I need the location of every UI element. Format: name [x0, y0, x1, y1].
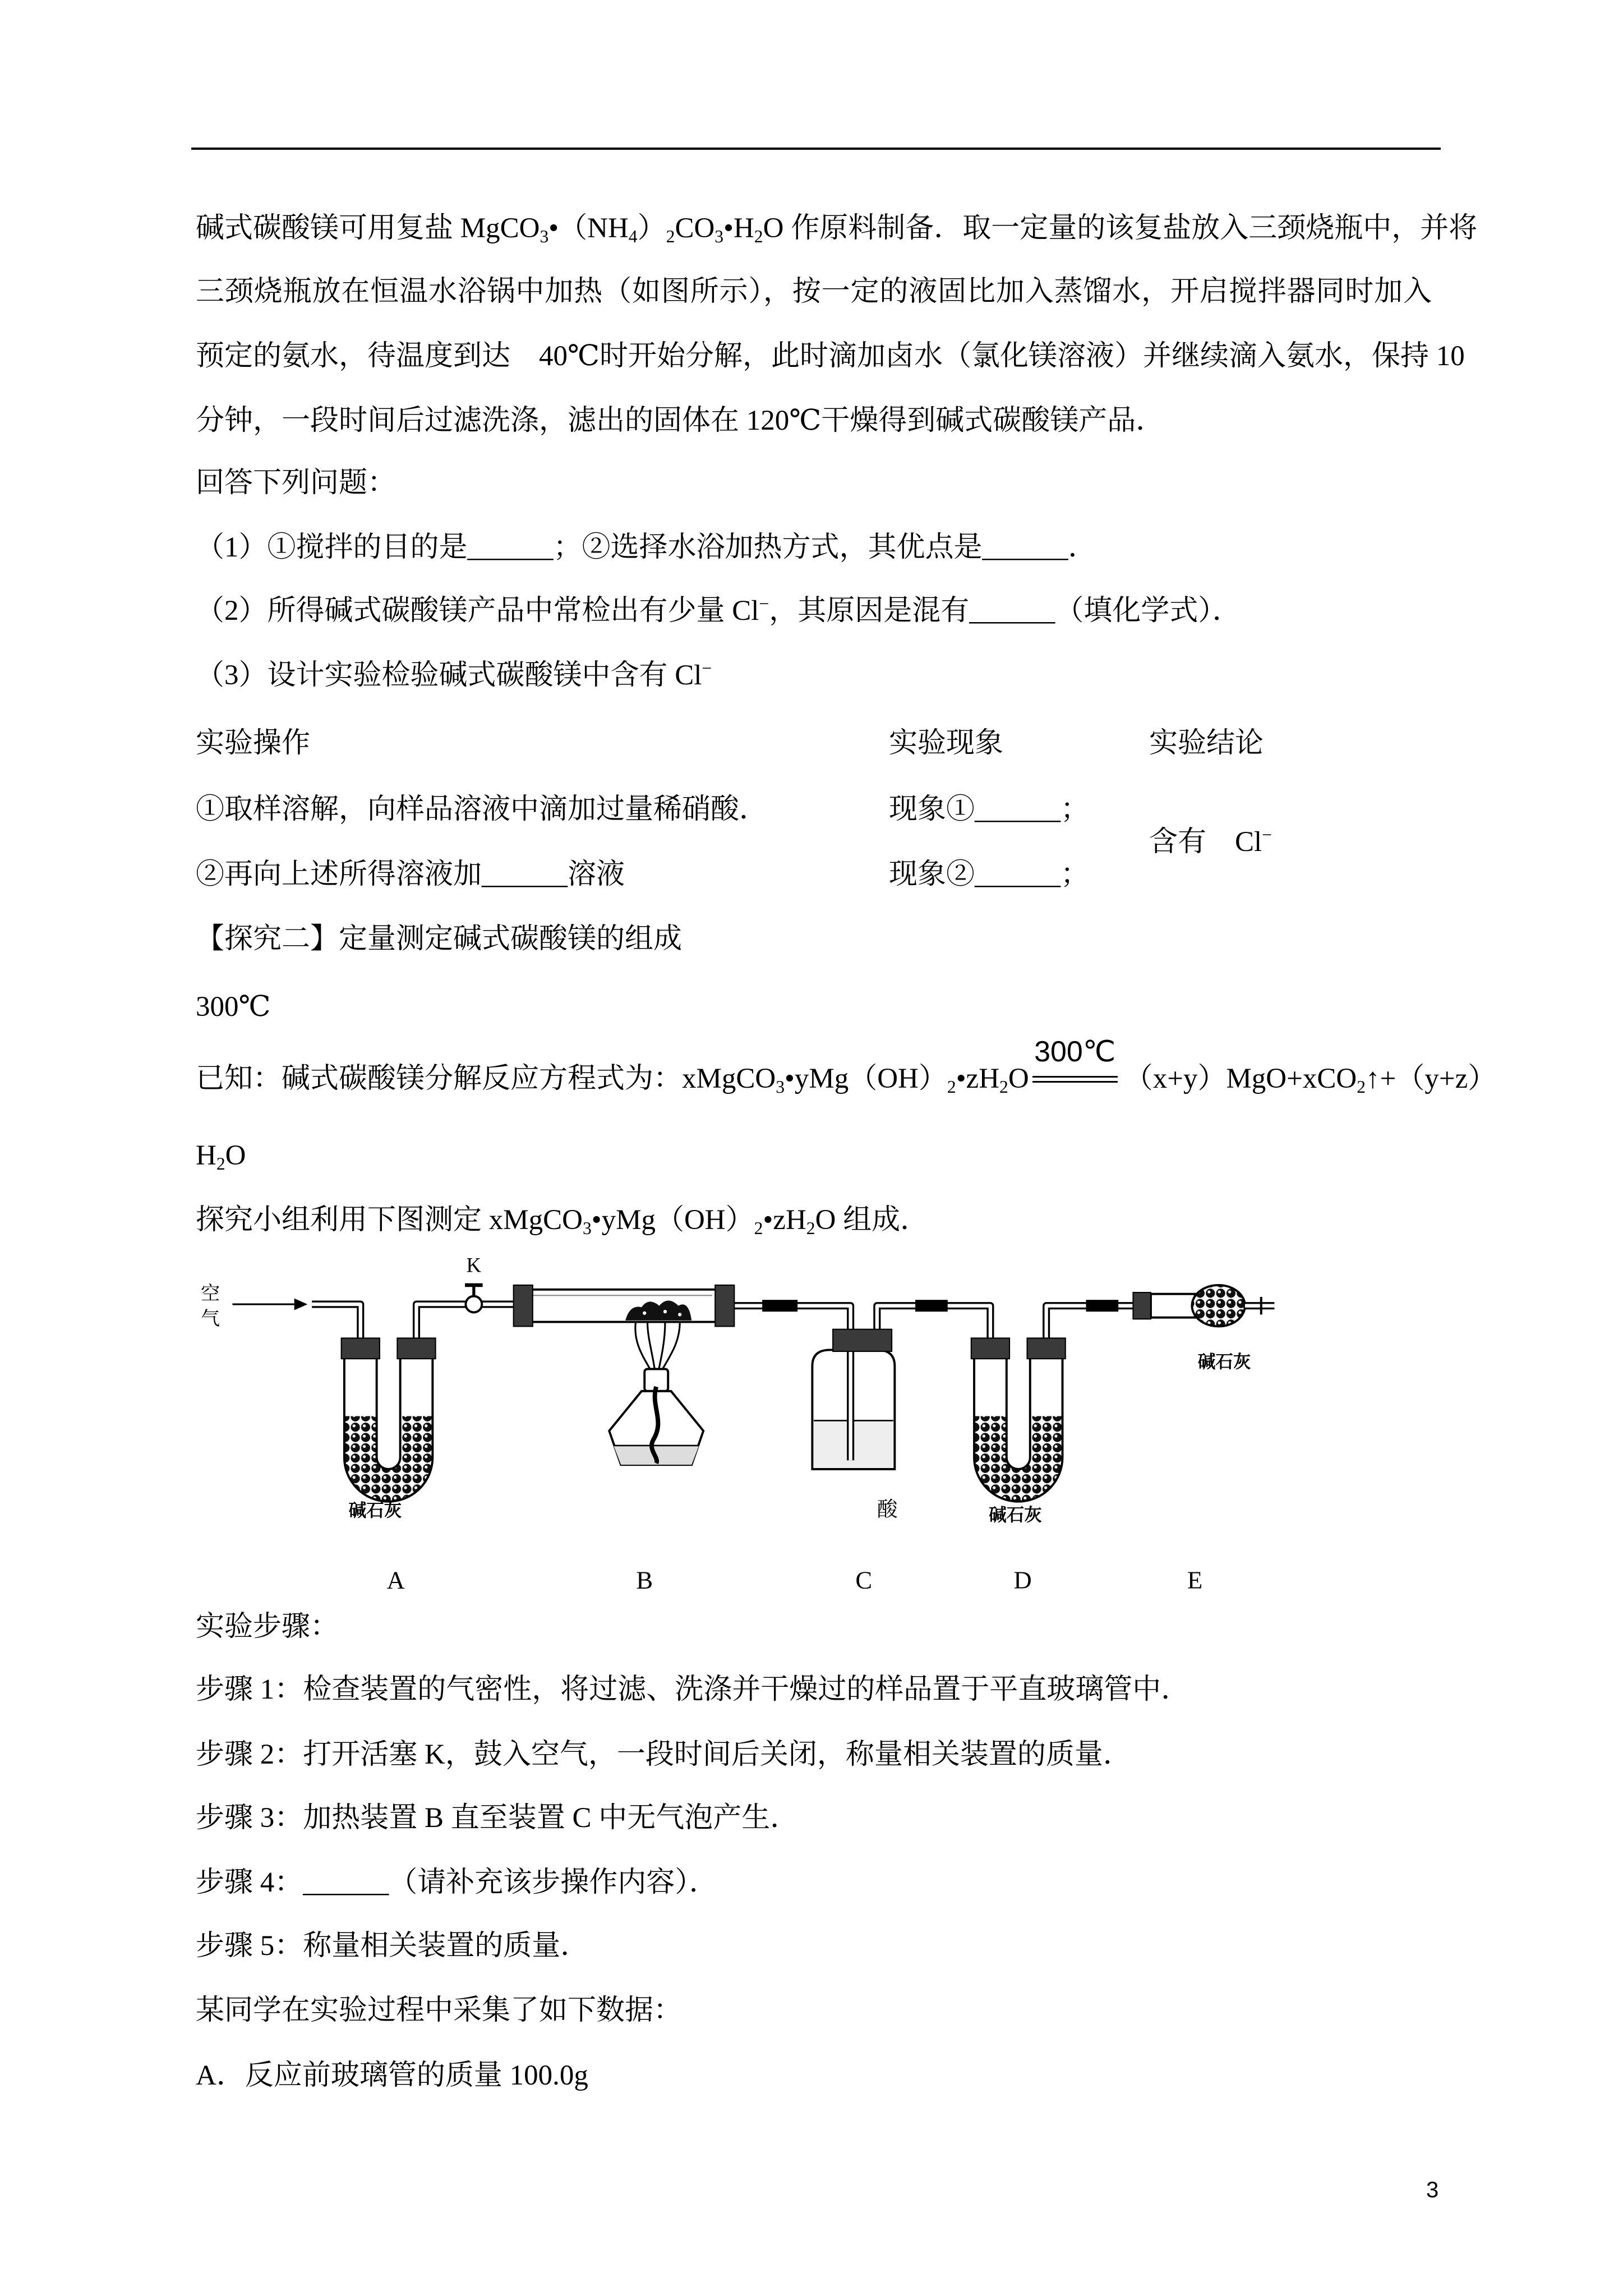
air-label-char-2: 气: [201, 1308, 220, 1329]
intro-line-3: [196, 339, 1465, 373]
reaction-condition-sign: [1032, 1036, 1118, 1096]
subscript: 3: [582, 1218, 592, 1238]
double-line-sign: [1032, 1076, 1118, 1083]
apparatus-letter-d: D: [1013, 1566, 1032, 1594]
text-run: （2）所得碱式碳酸镁产品中常检出有少量 Cl: [196, 595, 759, 627]
question-1: [196, 531, 1097, 564]
text-run: 分钟，一段时间后过滤洗涤，滤出的固体在 120℃干燥得到碱式碳酸镁产品．: [196, 405, 1165, 436]
apparatus-letter-e: E: [1187, 1566, 1203, 1594]
text-run: （3）设计实验检验碱式碳酸镁中含有 Cl: [196, 660, 702, 691]
text-run: ）: [637, 213, 666, 244]
steps-title: 实验步骤：: [196, 1611, 339, 1642]
subscript: 4: [628, 226, 638, 246]
table-row-2-operation: ②再向上述所得溶液加______溶液: [196, 859, 625, 890]
u-tube-a: [344, 1358, 432, 1502]
step-4: 步骤 4：______（请补充该步操作内容）．: [196, 1867, 718, 1898]
arrow-right-icon: [294, 1299, 308, 1310]
header-rule: [191, 148, 1441, 150]
text-run: O: [1008, 1063, 1029, 1094]
reagent-label-e: 碱石灰: [1197, 1351, 1251, 1372]
table-row-1-phenomenon: 现象①______；: [889, 794, 1090, 825]
text-run: O: [225, 1140, 246, 1171]
question-2: [196, 594, 1241, 628]
table-header-conclusion: 实验结论: [1149, 728, 1264, 759]
setup-intro: [196, 1203, 929, 1237]
text-run: •yMg（OH）: [591, 1204, 754, 1236]
stopcock-k: [465, 1253, 482, 1312]
subscript: 3: [714, 226, 724, 246]
text-run: •（NH: [548, 213, 629, 244]
alcohol-lamp: [609, 1322, 703, 1465]
step-3: 步骤 3：加热装置 B 直至装置 C 中无气泡产生．: [196, 1802, 799, 1834]
section-2-title: 【探究二】定量测定碱式碳酸镁的组成: [196, 923, 683, 955]
superscript: −: [702, 658, 712, 678]
subscript: 2: [666, 226, 675, 246]
air-inlet: [201, 1283, 307, 1329]
text-run: O 作原料制备．取一定量的该复盐放入三颈烧瓶中，并将: [763, 213, 1478, 244]
reaction-condition-temperature: 300℃: [1034, 1036, 1116, 1068]
page-number: 3: [1426, 2178, 1439, 2202]
connecting-tubes: [312, 1297, 1274, 1460]
stoppers-and-connectors: [342, 1285, 1151, 1359]
decomposition-equation: [196, 1036, 1497, 1097]
subscript: 3: [540, 226, 549, 246]
text-run: ，其原因是混有______（填化学式）．: [769, 595, 1241, 627]
subscript: 2: [806, 1218, 815, 1238]
apparatus-letter-a: A: [386, 1566, 405, 1594]
step-1: 步骤 1：检查装置的气密性，将过滤、洗涤并干燥过的样品置于平直玻璃管中．: [196, 1674, 1190, 1705]
u-tube-d: [974, 1358, 1062, 1502]
subscript: 2: [999, 1076, 1008, 1097]
valve-label: K: [466, 1253, 482, 1277]
drying-tube-e: [1151, 1285, 1245, 1326]
step-2: 步骤 2：打开活塞 K，鼓入空气，一段时间后关闭，称量相关装置的质量．: [196, 1739, 1132, 1770]
equation-reactants: [196, 1063, 1029, 1097]
air-label-char-1: 空: [201, 1283, 220, 1305]
table-conclusion: [1149, 825, 1272, 859]
text-run: •zH: [763, 1204, 806, 1236]
table-row-1-operation: ①取样溶解，向样品溶液中滴加过量稀硝酸．: [196, 794, 768, 825]
apparatus-letter-c: C: [855, 1566, 873, 1594]
data-item-a: A．反应前玻璃管的质量 100.0g: [196, 2060, 588, 2091]
subscript: 2: [754, 226, 763, 246]
subscript: 2: [216, 1153, 225, 1174]
text-run: （x+y）MgO+xCO: [1124, 1063, 1357, 1094]
text-run: 探究小组利用下图测定 xMgCO: [196, 1204, 583, 1236]
apparatus-diagram: [191, 1245, 1288, 1599]
reagent-label-c: 酸: [877, 1497, 898, 1521]
text-run: H: [196, 1140, 216, 1171]
text-run: 含有 Cl: [1149, 826, 1262, 858]
data-intro: 某同学在实验过程中采集了如下数据：: [196, 1995, 683, 2026]
intro-line-4: [196, 404, 1164, 438]
table-header-operation: 实验操作: [196, 728, 311, 759]
intro-line-2: [196, 275, 1432, 309]
text-run: 三颈烧瓶放在恒温水浴锅中加热（如图所示），按一定的液固比加入蒸馏水，开启搅拌器同时加入: [196, 276, 1432, 307]
reagent-label-d: 碱石灰: [989, 1504, 1042, 1525]
intro-line-1: [196, 211, 1478, 246]
subscript: 2: [947, 1076, 956, 1097]
subscript: 2: [1357, 1076, 1366, 1097]
equation-note: 300℃: [196, 991, 271, 1023]
equation-continuation: [196, 1139, 246, 1172]
questions-heading: 回答下列问题：: [196, 467, 396, 499]
heated-glass-tube-b: [527, 1290, 718, 1322]
text-run: •zH: [956, 1063, 1000, 1094]
text-run: 已知：碱式碳酸镁分解反应方程式为：xMgCO: [196, 1063, 776, 1094]
text-run: 碱式碳酸镁可用复盐 MgCO: [196, 213, 540, 244]
text-run: •yMg（OH）: [785, 1063, 947, 1094]
equation-products: [1124, 1063, 1497, 1097]
apparatus-labels: [349, 1352, 1251, 1594]
text-run: •H: [723, 213, 754, 244]
text-run: O 组成．: [815, 1204, 929, 1236]
apparatus-letter-b: B: [636, 1566, 653, 1594]
step-5: 步骤 5：称量相关装置的质量．: [196, 1930, 589, 1962]
superscript: −: [1262, 825, 1272, 845]
text-run: ↑+（y+z）: [1366, 1063, 1497, 1094]
subscript: 2: [754, 1218, 763, 1238]
table-row-2-phenomenon: 现象②______；: [889, 859, 1090, 890]
reagent-label-a: 碱石灰: [348, 1500, 402, 1520]
table-header-phenomenon: 实验现象: [889, 728, 1004, 759]
question-3: [196, 659, 712, 692]
text-run: CO: [675, 213, 715, 244]
text-run: （1）①搅拌的目的是______；②选择水浴加热方式，其优点是______．: [196, 532, 1097, 563]
text-run: 预定的氨水，待温度到达 40℃时开始分解，此时滴加卤水（氯化镁溶液）并继续滴入氨水，保持 10: [196, 341, 1465, 372]
superscript: −: [759, 593, 769, 614]
subscript: 3: [776, 1076, 785, 1097]
